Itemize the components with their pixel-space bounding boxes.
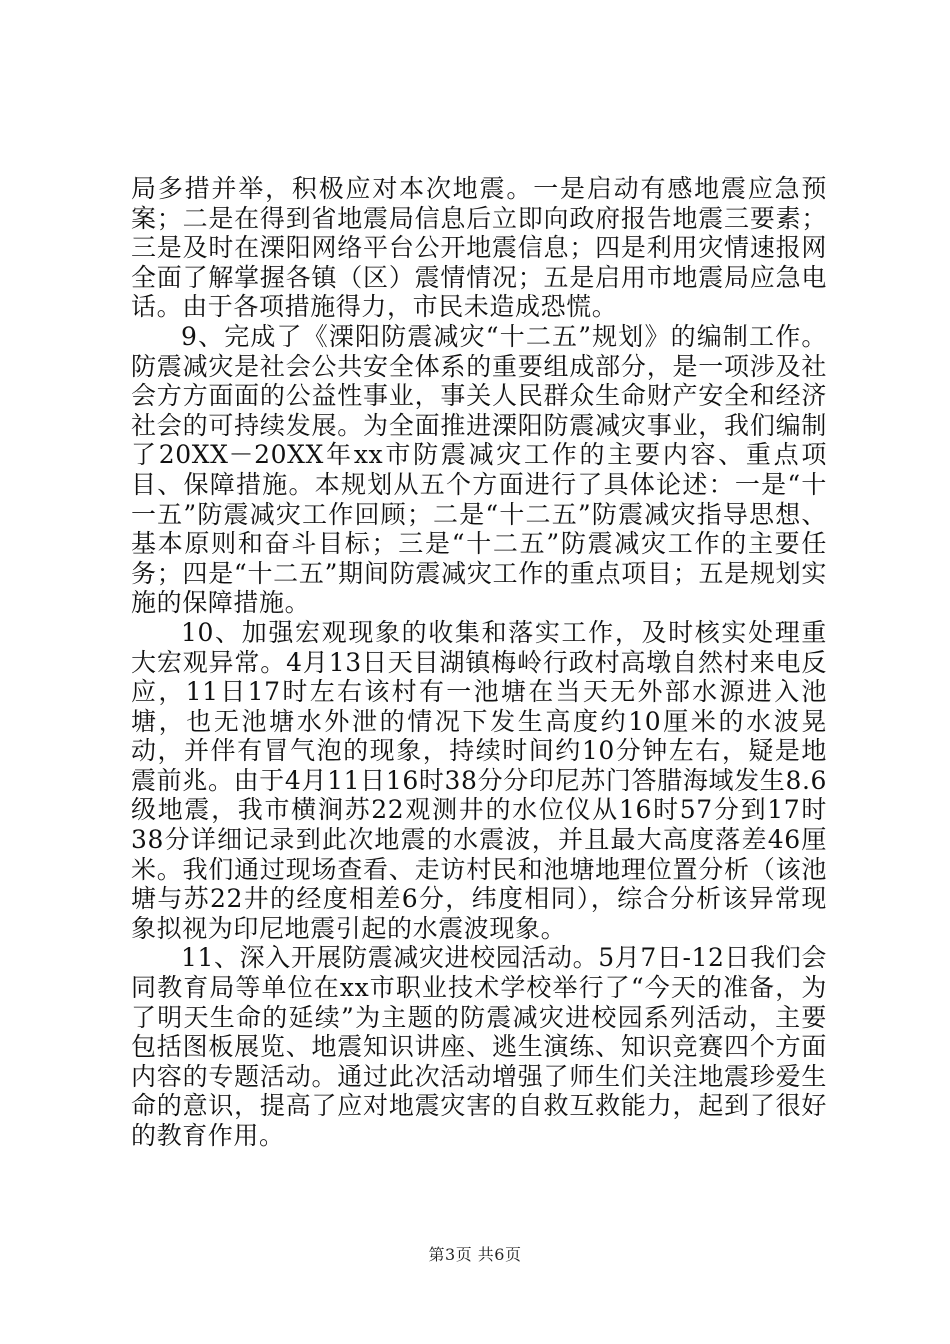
paragraph-item-9: 9、完成了《溧阳防震减灾“十二五”规划》的编制工作。防震减灾是社会公共安全体系的重要组成部分，是一项涉及社会方方面面的公益性事业，事关人民群众生命财产安全和经济社会的可持续发展。为全面推进溧阳防震减灾事业，我们编制了20XX－20XX年xx市防震减灾工作的主要内容、重点项目、保障措施。本规划从五个方面进行了具体论述：一是“十一五”防震减灾工作回顾；二是“十二五”防震减灾指导思想、基本原则和奋斗目标；三是“十二五”防震减灾工作的主要任务；四是“十二五”期间防震减灾工作的重点项目；五是规划实施的保障措施。 [131,321,827,618]
paragraph-item-10: 10、加强宏观现象的收集和落实工作，及时核实处理重大宏观异常。4月13日天目湖镇梅岭行政村高墩自然村来电反应，11日17时左右该村有一池塘在当天无外部水源进入池塘，也无池塘水外泄的情况下发生高度约10厘米的水波晃动，并伴有冒气泡的现象，持续时间约10分钟左右，疑是地震前兆。由于4月11日16时38分分印尼苏门答腊海域发生8.6级地震，我市横涧苏22观测井的水位仪从16时57分到17时38分详细记录到此次地震的水震波，并且最大高度落差46厘米。我们通过现场查看、走访村民和池塘地理位置分析（该池塘与苏22井的经度相差6分，纬度相同），综合分析该异常现象拟视为印尼地震引起的水震波现象。 [131,617,827,943]
paragraph-item-11: 11、深入开展防震减灾进校园活动。5月7日-12日我们会同教育局等单位在xx市职业技术学校举行了“今天的准备，为了明天生命的延续”为主题的防震减灾进校园系列活动，主要包括图板展览、地震知识讲座、逃生演练、知识竞赛四个方面内容的专题活动。通过此次活动增强了师生们关注地震珍爱生命的意识，提高了应对地震灾害的自救互救能力，起到了很好的教育作用。 [131,943,827,1150]
document-body [131,174,827,1151]
page-number-footer: 第3页 共6页 [428,1245,522,1264]
paragraph-continuation: 局多措并举，积极应对本次地震。一是启动有感地震应急预案；二是在得到省地震局信息后立即向政府报告地震三要素；三是及时在溧阳网络平台公开地震信息；四是利用灾情速报网全面了解掌握各镇（区）震情情况；五是启用市地震局应急电话。由于各项措施得力，市民未造成恐慌。 [131,174,827,322]
